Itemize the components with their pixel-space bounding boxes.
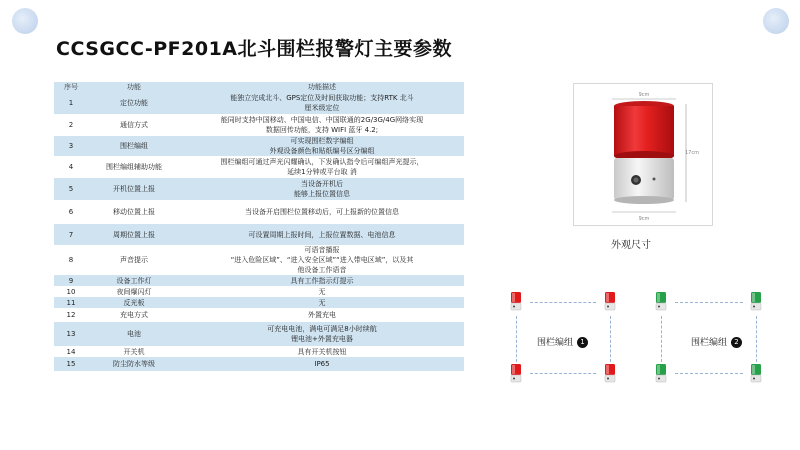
description-line: 当设备开启围栏位置移动后，可上报新的位置信息 — [245, 208, 399, 216]
table-row — [54, 178, 464, 200]
cell-no: 15 — [54, 357, 88, 371]
table-header-row — [54, 82, 464, 92]
fence-line — [530, 373, 596, 374]
fence-group-1-text: 围栏编组 — [537, 338, 574, 348]
decor-circle-top-right — [763, 8, 789, 34]
description-line: 围栏编组可通过声光闪耀确认，下发确认指令后可编组声光提示， — [220, 158, 424, 166]
description-line: 厘米级定位 — [304, 104, 340, 112]
description-line: “进入危险区域”、“进入安全区域”“进入带电区域”，以及其 — [230, 256, 414, 264]
table-row — [54, 114, 464, 136]
cell-description — [180, 275, 464, 286]
description-line: 延续1分钟或平台取 消 — [287, 168, 357, 176]
cell-description — [180, 357, 464, 371]
cell-function: 反光板 — [88, 297, 180, 308]
description-line: 具有工作指示灯提示 — [290, 276, 354, 285]
cell-no: 7 — [54, 224, 88, 245]
cell-description — [180, 224, 464, 245]
cell-no: 2 — [54, 114, 88, 136]
description-line: 能够上报位置信息 — [294, 190, 350, 198]
cell-function: 充电方式 — [88, 308, 180, 322]
table-row — [54, 308, 464, 322]
cell-function: 围栏编组辅助功能 — [88, 156, 180, 178]
table-row — [54, 346, 464, 357]
fence-lamp-icon — [654, 291, 668, 311]
fence-line — [530, 302, 596, 303]
fence-lamp-icon — [603, 363, 617, 383]
cell-description — [180, 346, 464, 357]
fence-line — [675, 373, 743, 374]
fence-lamp-icon — [509, 291, 523, 311]
cell-no: 9 — [54, 275, 88, 286]
cell-description — [180, 136, 464, 156]
header-description: 功能描述 — [180, 82, 464, 92]
fence-lamp-icon — [749, 291, 763, 311]
table-row — [54, 357, 464, 371]
description-line: 具有开关机按钮 — [297, 347, 347, 356]
decor-circle-top-left — [12, 8, 38, 34]
description-line: 可设置周期上报时间，上报位置数据、电池信息 — [248, 230, 396, 239]
cell-no: 10 — [54, 286, 88, 297]
cell-no: 11 — [54, 297, 88, 308]
cell-function: 设备工作灯 — [88, 275, 180, 286]
cell-no: 5 — [54, 178, 88, 200]
fence-lamp-icon — [509, 363, 523, 383]
description-line: 外置充电 — [308, 311, 336, 319]
fence-lamp-icon — [603, 291, 617, 311]
cell-description — [180, 92, 464, 114]
header-no: 序号 — [54, 82, 88, 92]
cell-no: 12 — [54, 308, 88, 322]
product-image — [573, 83, 713, 226]
cell-function: 开关机 — [88, 346, 180, 357]
cell-description — [180, 297, 464, 308]
fence-line — [610, 316, 611, 362]
description-line: 当设备开机后 — [301, 180, 343, 188]
description-line: IP65 — [314, 360, 330, 368]
cell-no: 3 — [54, 136, 88, 156]
table-row — [54, 322, 464, 346]
description-line: 外观设备颜色和贴纸编号区分编组 — [269, 147, 375, 155]
description-line: 无 — [318, 298, 326, 307]
fence-line — [661, 316, 662, 362]
size-caption: 外观尺寸 — [611, 240, 651, 251]
description-line: 可语音播报 — [304, 246, 340, 254]
fence-lamp-icon — [654, 363, 668, 383]
fence-line — [516, 316, 517, 362]
description-line: 可充电电池，满电可满足8小时续航 — [267, 325, 377, 333]
table-row — [54, 297, 464, 308]
cell-function: 围栏编组 — [88, 136, 180, 156]
cell-description — [180, 114, 464, 136]
fence-group-2-text: 围栏编组 — [691, 338, 728, 348]
cell-function: 定位功能 — [88, 92, 180, 114]
fence-group-2-label — [691, 335, 742, 348]
table-row — [54, 200, 464, 224]
header-function: 功能 — [88, 82, 180, 92]
description-line: 锂电池+外置充电器 — [291, 335, 353, 343]
group-badge-2: 2 — [731, 337, 742, 348]
cell-description — [180, 245, 464, 275]
group-badge-1: 1 — [577, 337, 588, 348]
cell-description — [180, 286, 464, 297]
description-line: 他设备工作语音 — [297, 266, 347, 274]
cell-function: 移动位置上报 — [88, 200, 180, 224]
table-row — [54, 92, 464, 114]
cell-function: 开机位置上报 — [88, 178, 180, 200]
fence-line — [756, 316, 757, 362]
cell-description — [180, 200, 464, 224]
fence-lamp-icon — [749, 363, 763, 383]
description-line: 能同时支持中国移动、中国电信、中国联通的2G/3G/4G网络实现 — [220, 116, 424, 124]
dim-bottom: 9cm — [638, 216, 650, 222]
cell-no: 8 — [54, 245, 88, 275]
cell-no: 6 — [54, 200, 88, 224]
cell-no: 1 — [54, 92, 88, 114]
cell-function: 声音提示 — [88, 245, 180, 275]
table-row — [54, 224, 464, 245]
fence-line — [675, 302, 743, 303]
description-line: 无 — [318, 287, 326, 296]
dim-top: 9cm — [638, 92, 650, 98]
table-row — [54, 286, 464, 297]
description-line: 可实现围栏数字编组 — [290, 137, 354, 145]
dim-side: 17cm — [685, 150, 699, 156]
table-row — [54, 156, 464, 178]
page-title: CCSGCC-PF201A北斗围栏报警灯主要参数 — [56, 38, 452, 60]
spec-table — [54, 82, 464, 371]
fence-group-1-label — [537, 335, 588, 348]
cell-function: 通信方式 — [88, 114, 180, 136]
cell-description — [180, 156, 464, 178]
description-line: 数据回传功能，支持 WIFI 蓝牙 4.2; — [265, 126, 379, 134]
cell-function: 夜间爆闪灯 — [88, 286, 180, 297]
table-row — [54, 245, 464, 275]
description-line: 能独立完成北斗、GPS定位及时间获取功能；支持RTK 北斗 — [230, 94, 414, 102]
cell-function: 电池 — [88, 322, 180, 346]
cell-function: 周期位置上报 — [88, 224, 180, 245]
cell-description — [180, 178, 464, 200]
cell-description — [180, 308, 464, 322]
cell-no: 4 — [54, 156, 88, 178]
table-row — [54, 275, 464, 286]
cell-no: 13 — [54, 322, 88, 346]
cell-description — [180, 322, 464, 346]
cell-function: 防尘防水等级 — [88, 357, 180, 371]
cell-no: 14 — [54, 346, 88, 357]
table-row — [54, 136, 464, 156]
